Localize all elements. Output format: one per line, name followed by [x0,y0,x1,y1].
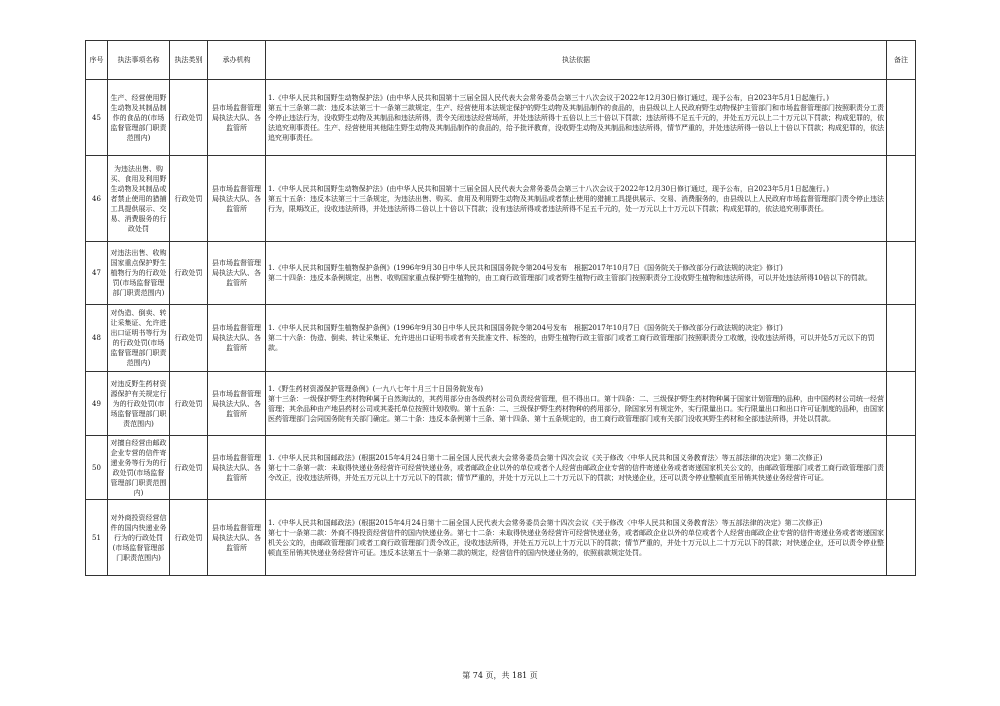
page-number: 第 74 页，共 181 页 [462,671,538,680]
row-basis [266,372,887,436]
row-no: 49 [86,372,108,436]
row-type: 行政处罚 [170,80,208,156]
table-row [86,372,916,436]
basis-title: 1.《中华人民共和国野生植物保护条例》(1996年9月30日中华人民共和国国务院令第204号发布 根据2017年10月7日《国务院关于修改部分行政法规的决定》修订) [268,264,783,272]
row-org: 县市场监督管理局执法大队、各监管所 [208,500,266,576]
header-type: 执法类别 [170,41,208,80]
row-basis [266,242,887,305]
row-no: 46 [86,156,108,242]
row-type: 行政处罚 [170,305,208,372]
row-item: 对外商投资经营信件的国内快递业务行为的行政处罚(市场监督管理部门职责范围内) [108,500,170,576]
row-org: 县市场监督管理局执法大队、各监管所 [208,436,266,500]
row-type: 行政处罚 [170,156,208,242]
basis-text: 第五十五条：违反本法第三十三条规定，为违法出售、购买、食用及利用野生动物及其制品或者禁止使用的猎捕工具提供展示、交易、消费服务的，由县级以上人民政府市场监督管理部门责令停止违法行为，限期改正，没收违法所得，并处违法所得二倍以上十倍以下罚款；没有违法所得或者违法所得不足五千元的，处一万元以上十万元以下罚款；构成犯罪的，依法追究刑事责任。 [268,194,884,213]
basis-text: 第五十三条第二款：违反本法第三十一条第三款规定，生产、经营使用本法规定保护的野生动物及其制品制作的食品的，由县级以上人民政府野生动物保护主管部门和市场监督管理部门按照职责分工责令停止违法行为，没收野生动物及其制品和违法所得，责令关闭违法经营场所，并处违法所得十五倍以上三十倍以下罚款；违法所得不足五千元的，并处五万元以上二十万元以下罚款；构成犯罪的，依法追究刑事责任。生产、经营使用其他陆生野生动物及其制品制作的食品的，给予批评教育，没收野生动物及其制品和违法所得，情节严重的，并处违法所得一倍以上十倍以下罚款；构成犯罪的，依法追究刑事责任。 [268,103,884,142]
row-basis [266,305,887,372]
row-note [887,436,916,500]
basis-text: 第二十四条：违反本条例规定，出售、收购国家重点保护野生植物的，由工商行政管理部门或者野生植物行政主管部门按照职责分工没收野生植物和违法所得，可以并处违法所得10倍以下的罚款。 [268,274,872,282]
law-table-sheet [85,40,915,576]
table-row [86,80,916,156]
basis-title: 1.《中华人民共和国野生植物保护条例》(1996年9月30日中华人民共和国国务院令第204号发布 根据2017年10月7日《国务院关于修改部分行政法规的决定》修订) [268,324,783,332]
row-basis [266,500,887,576]
header-item: 执法事项名称 [108,41,170,80]
row-org: 县市场监督管理局执法大队、各监管所 [208,80,266,156]
row-note [887,156,916,242]
row-org: 县市场监督管理局执法大队、各监管所 [208,242,266,305]
row-type: 行政处罚 [170,436,208,500]
row-note [887,305,916,372]
table-row [86,500,916,576]
table-row [86,436,916,500]
row-item: 对伪造、倒卖、转让采集证、允许进出口证明书等行为的行政处罚(市场监督管理部门职责范围内) [108,305,170,372]
row-note [887,80,916,156]
row-org: 县市场监督管理局执法大队、各监管所 [208,305,266,372]
row-item: 对擅自经营由邮政企业专营的信件寄递业务等行为的行政处罚(市场监督管理部门职责范围内) [108,436,170,500]
row-no: 51 [86,500,108,576]
enforcement-table [85,40,916,576]
row-type: 行政处罚 [170,372,208,436]
basis-text: 第七十一条第二款：外商不得投资经营信件的国内快递业务。第七十二条：未取得快递业务经营许可经营快递业务，或者邮政企业以外的单位或者个人经营由邮政企业专营的信件寄递业务或者寄递国家机关公文的，由邮政管理部门或者工商行政管理部门责令改正，没收违法所得，并处五万元以上十万元以下的罚款；情节严重的，并处十万元以上二十万元以下的罚款；对快递企业，还可以责令停业整顿直至吊销其快递业务经营许可证。违反本法第五十一条第二款的规定，经营信件的国内快递业务的，依照前款规定处罚。 [268,528,884,557]
row-no: 50 [86,436,108,500]
header-org: 承办机构 [208,41,266,80]
basis-text: 第二十六条：伪造、倒卖、转让采集证、允许进出口证明书或者有关批准文件、标签的，由野生植物行政主管部门或者工商行政管理部门按照职责分工收缴，没收违法所得，可以并处5万元以下的罚款。 [268,334,875,352]
row-org: 县市场监督管理局执法大队、各监管所 [208,372,266,436]
row-basis [266,156,887,242]
header-basis: 执法依据 [266,41,887,80]
row-item: 对违法出售、收购国家重点保护野生植物行为的行政处罚(市场监督管理部门职责范围内) [108,242,170,305]
table-row [86,242,916,305]
table-row [86,305,916,372]
basis-title: 1.《中华人民共和国野生动物保护法》(由中华人民共和国第十三届全国人民代表大会常务委员会第三十八次会议于2022年12月30日修订通过，现予公布，自2023年5月1日起施行。) [268,184,829,193]
table-row [86,156,916,242]
table-header-row [86,41,916,80]
row-basis [266,80,887,156]
row-type: 行政处罚 [170,500,208,576]
row-no: 47 [86,242,108,305]
basis-title: 1.《野生药材资源保护管理条例》(一九八七年十月三十日国务院发布) [268,384,484,393]
row-type: 行政处罚 [170,242,208,305]
row-item: 对违反野生药材资源保护有关规定行为的行政处罚(市场监督管理部门职责范围内) [108,372,170,436]
basis-title: 1.《中华人民共和国邮政法》(根据2015年4月24日第十二届全国人民代表大会常务委员会第十四次会议《关于修改〈中华人民共和国义务教育法〉等五部法律的决定》第二次修正) [268,453,823,462]
row-item: 生产、经营使用野生动物及其制品制作的食品的(市场监督管理部门职责范围内) [108,80,170,156]
basis-text: 第十三条：一级保护野生药材物种属于自然淘汰的，其药用部分由各级药材公司负责经营管理，但不得出口。第十四条：二、三级保护野生药材物种属于国家计划管理的品种，由中国药材公司统一经营管理；其余品种由产地县药材公司或其委托单位按照计划收购。第十五条：二、三级保护野生药材物种的药用部分，除国家另有规定外，实行限量出口。实行限量出口和出口许可证制度的品种，由国家医药管理部门会同国务院有关部门确定。第二十条：违反本条例第十三条、第十四条、第十五条规定的，由工商行政管理部门或有关部门没收其野生药材和全部违法所得，并处以罚款。 [268,394,884,423]
basis-title: 1.《中华人民共和国邮政法》(根据2015年4月24日第十二届全国人民代表大会常务委员会第十四次会议《关于修改〈中华人民共和国义务教育法〉等五部法律的决定》第二次修正) [268,518,823,527]
basis-title: 1.《中华人民共和国野生动物保护法》(由中华人民共和国第十三届全国人民代表大会常务委员会第三十八次会议于2022年12月30日修订通过，现予公布，自2023年5月1日起施行。) [268,93,829,102]
row-item: 为违法出售、购买、食用及利用野生动物及其制品或者禁止使用的猎捕工具提供展示、交易、消费服务的行政处罚 [108,156,170,242]
row-note [887,500,916,576]
row-org: 县市场监督管理局执法大队、各监管所 [208,156,266,242]
row-basis [266,436,887,500]
header-no: 序号 [86,41,108,80]
row-note [887,242,916,305]
row-no: 45 [86,80,108,156]
basis-text: 第七十二条第一款：未取得快递业务经营许可经营快递业务，或者邮政企业以外的单位或者个人经营由邮政企业专营的信件寄递业务或者寄递国家机关公文的，由邮政管理部门或者工商行政管理部门责令改正，没收违法所得，并处五万元以上十万元以下的罚款；情节严重的，并处十万元以上二十万元以下的罚款；对快递企业，还可以责令停业整顿直至吊销其快递业务经营许可证。 [268,463,884,482]
row-no: 48 [86,305,108,372]
header-note: 备注 [887,41,916,80]
row-note [887,372,916,436]
